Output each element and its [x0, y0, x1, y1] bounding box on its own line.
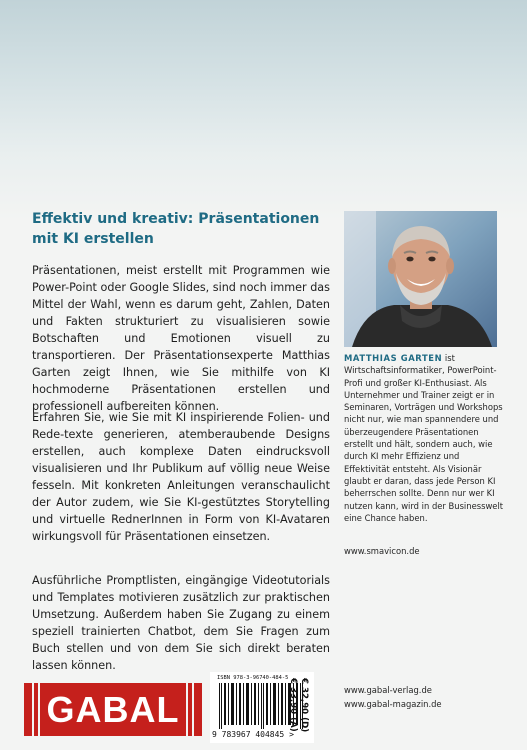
logo-stripe: [192, 683, 194, 736]
price-block: [287, 678, 309, 736]
logo-stripe: [32, 683, 34, 736]
description-paragraph-1: Präsentationen, meist erstellt mit Programmen wie Power-Point oder Google Slides, sind noch immer das Mittel der Wahl, wenn es darum geht, Zahlen, Daten und Fakten strukturiert zu visualisieren sowie Botschaften und Emotionen visuell zu transportieren. Der Präsentationsexperte Matthias Garten zeigt Ihnen, wie Sie mithilfe von KI hochmoderne Präsentationen erstellen und professionell aufbereiten können.: [32, 264, 330, 414]
author-bio-text: ist Wirtschaftsinformatiker, PowerPoint-Profi und großer KI-Enthusiast. Als Unternehmer und Trainer zeigt er in Seminaren, Vorträgen und Workshops nicht nur, wie man spannendere und überzeugendere Präsentationen erstellt und hält, sondern auch, wie durch KI mehr Effizienz und Effektivität entsteht. Als Visionär glaubt er daran, dass jede Person KI beherrschen sollte. Denn nur wer KI nutzen kann, wird in der Businesswelt eine Chance haben.: [344, 353, 504, 523]
ean-number: 9 783967 404845 >: [212, 730, 294, 739]
back-cover-title: Effektiv und kreativ: Präsentationen mit KI erstellen: [32, 211, 320, 247]
logo-stripe: [186, 683, 188, 736]
description-paragraph-3: Ausführliche Promptlisten, eingängige Videotutorials und Templates motivieren zusätzlich zur praktischen Umsetzung. Außerdem haben Sie Zugang zu einem speziell trainierten Chatbot, dem Sie Fragen zum Buch stellen und von dem Sie sich direkt beraten lassen können.: [32, 574, 330, 673]
publisher-logo: [24, 683, 202, 736]
publisher-website-magazin: www.gabal-magazin.de: [344, 699, 442, 709]
author-name: MATTHIAS GARTEN: [344, 353, 443, 363]
author-website: www.smavicon.de: [344, 546, 420, 556]
author-portrait-illustration: [344, 211, 497, 347]
header-gradient: [0, 0, 527, 220]
publisher-logo-text: GABAL: [46, 688, 180, 730]
logo-stripe: [38, 683, 40, 736]
price-austria: € 33,90 (A): [288, 678, 298, 732]
price-germany: € 32,90 (D): [299, 678, 309, 733]
isbn-number: ISBN 978-3-96740-484-5: [217, 675, 289, 681]
publisher-websites: [344, 683, 442, 711]
author-bio: [344, 352, 504, 524]
publisher-website-verlag: www.gabal-verlag.de: [344, 685, 432, 695]
description-paragraph-2: Erfahren Sie, wie Sie mit KI inspirierende Folien- und Rede-texte generieren, atemberaubende Designs erstellen, auch komplexe Daten eindrucksvoll visualisieren und Ihr Publikum auf völlig neue Weise fesseln. Mit konkreten Anleitungen veranschaulicht der Autor zudem, wie Sie KI-gestütztes Storytelling und virtuelle RednerInnen in Form von KI-Avataren wirkungsvoll für Präsentationen einsetzen.: [32, 411, 330, 544]
author-photo: [344, 211, 497, 347]
